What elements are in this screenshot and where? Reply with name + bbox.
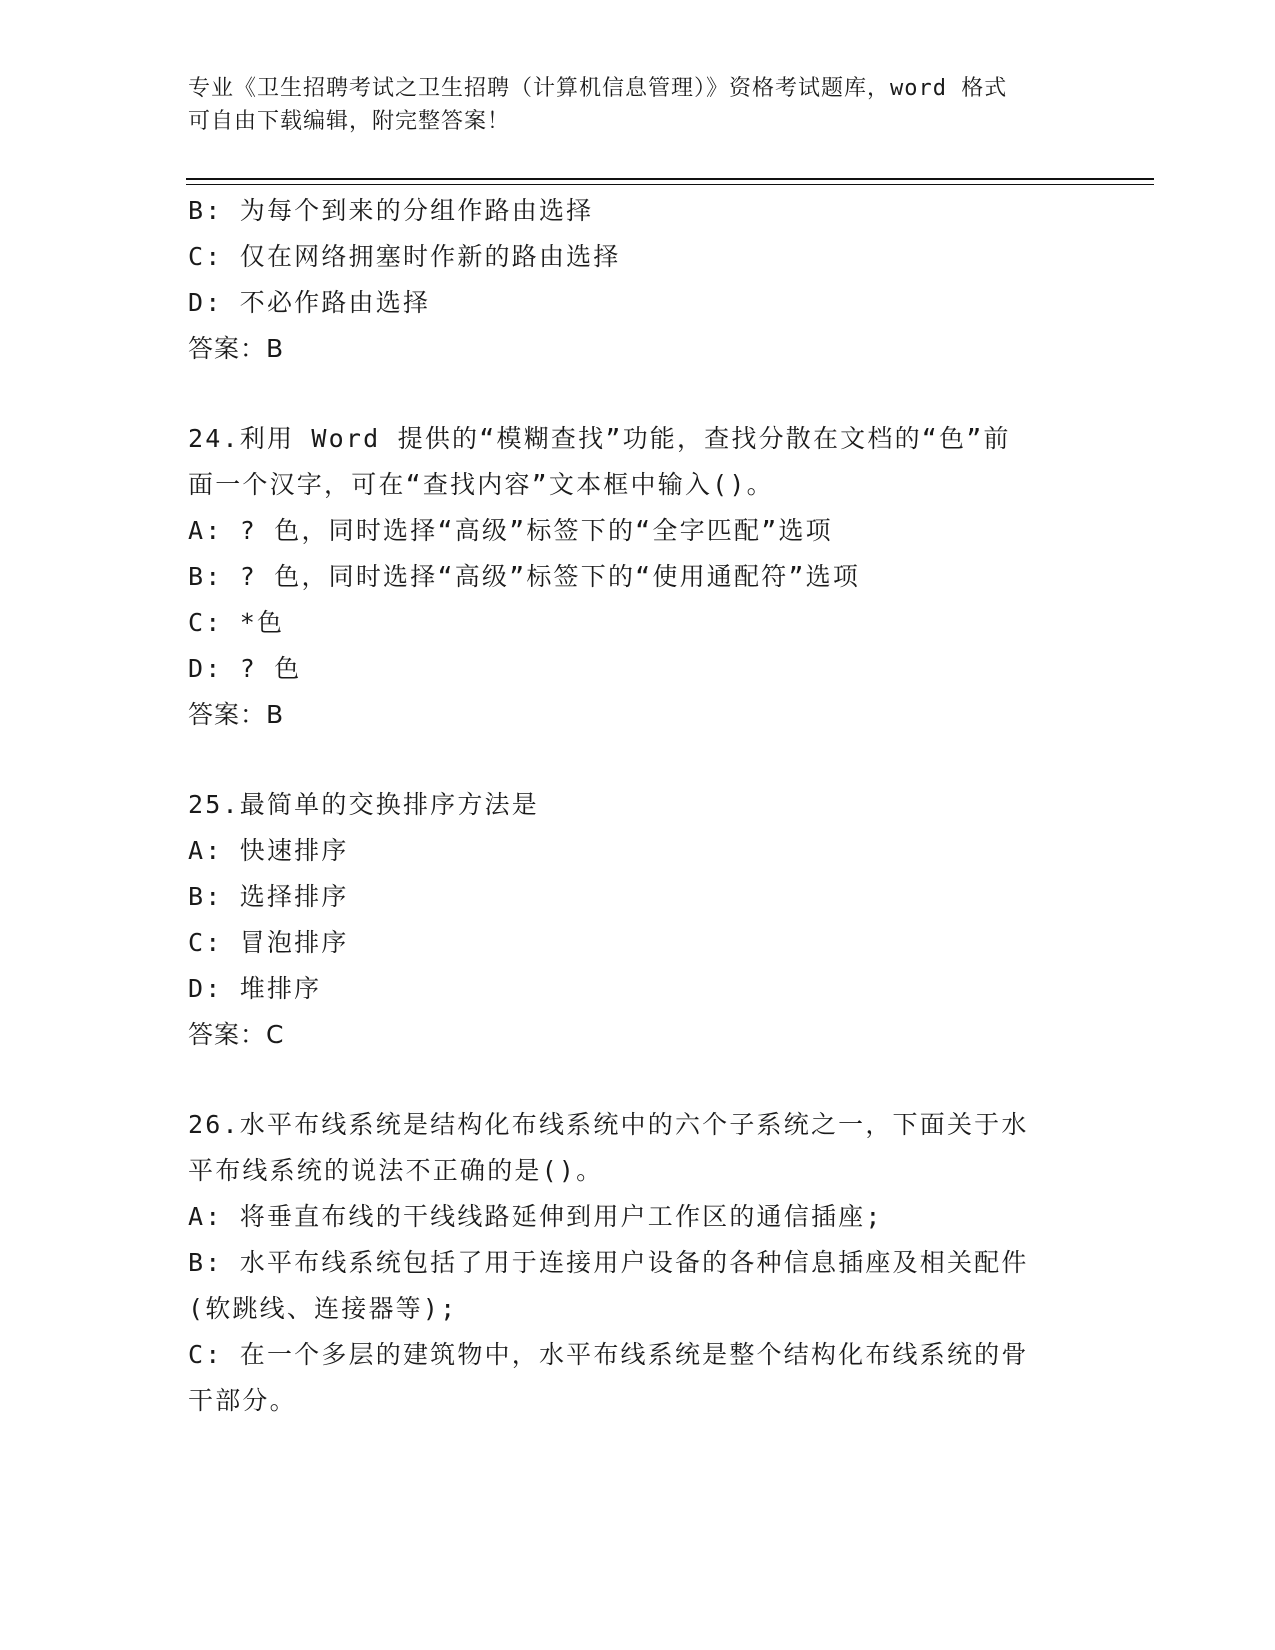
option-c-continued: 干部分。 (188, 1386, 297, 1415)
option-b: B: 选择排序 (188, 882, 349, 911)
option-a: A: 将垂直布线的干线线路延伸到用户工作区的通信插座; (188, 1202, 883, 1231)
option-c: C: *色 (188, 608, 285, 637)
option-d: D: 堆排序 (188, 974, 322, 1003)
header-rule-thin (186, 184, 1154, 185)
question-block-26 (188, 1102, 1088, 1424)
spacer (188, 738, 1088, 782)
option-d: D: ? 色 (188, 654, 302, 683)
answer-text: 答案：B (188, 700, 285, 729)
header-rule-thick (186, 178, 1154, 180)
question-stem: 25.最简单的交换排序方法是 (188, 790, 539, 819)
option-b: B: ? 色，同时选择“高级”标签下的“使用通配符”选项 (188, 562, 861, 591)
question-stem-continued: 平布线系统的说法不正确的是()。 (188, 1156, 604, 1185)
question-stem: 24.利用 Word 提供的“模糊查找”功能，查找分散在文档的“色”前 (188, 424, 1011, 453)
option-b: B: 为每个到来的分组作路由选择 (188, 196, 594, 225)
spacer (188, 1058, 1088, 1102)
option-b-continued: (软跳线、连接器等); (188, 1294, 458, 1323)
option-a: A: ? 色，同时选择“高级”标签下的“全字匹配”选项 (188, 516, 833, 545)
question-stem-continued: 面一个汉字，可在“查找内容”文本框中输入()。 (188, 470, 774, 499)
option-a: A: 快速排序 (188, 836, 349, 865)
spacer (188, 372, 1088, 416)
option-c: C: 在一个多层的建筑物中，水平布线系统是整个结构化布线系统的骨 (188, 1340, 1029, 1369)
question-stem: 26.水平布线系统是结构化布线系统中的六个子系统之一，下面关于水 (188, 1110, 1029, 1139)
question-block-24 (188, 416, 1088, 738)
header-line-2: 可自由下载编辑，附完整答案！ (188, 109, 511, 134)
header-line-1: 专业《卫生招聘考试之卫生招聘（计算机信息管理）》资格考试题库，word 格式 (188, 76, 1008, 101)
option-d: D: 不必作路由选择 (188, 288, 431, 317)
option-c: C: 冒泡排序 (188, 928, 349, 957)
option-c: C: 仅在网络拥塞时作新的路由选择 (188, 242, 621, 271)
document-header (188, 72, 1068, 138)
option-b: B: 水平布线系统包括了用于连接用户设备的各种信息插座及相关配件 (188, 1248, 1029, 1277)
question-content (188, 188, 1088, 1424)
answer-text: 答案：C (188, 1020, 285, 1049)
answer-text: 答案：B (188, 334, 285, 363)
question-block-25 (188, 782, 1088, 1058)
question-block-23 (188, 188, 1088, 372)
